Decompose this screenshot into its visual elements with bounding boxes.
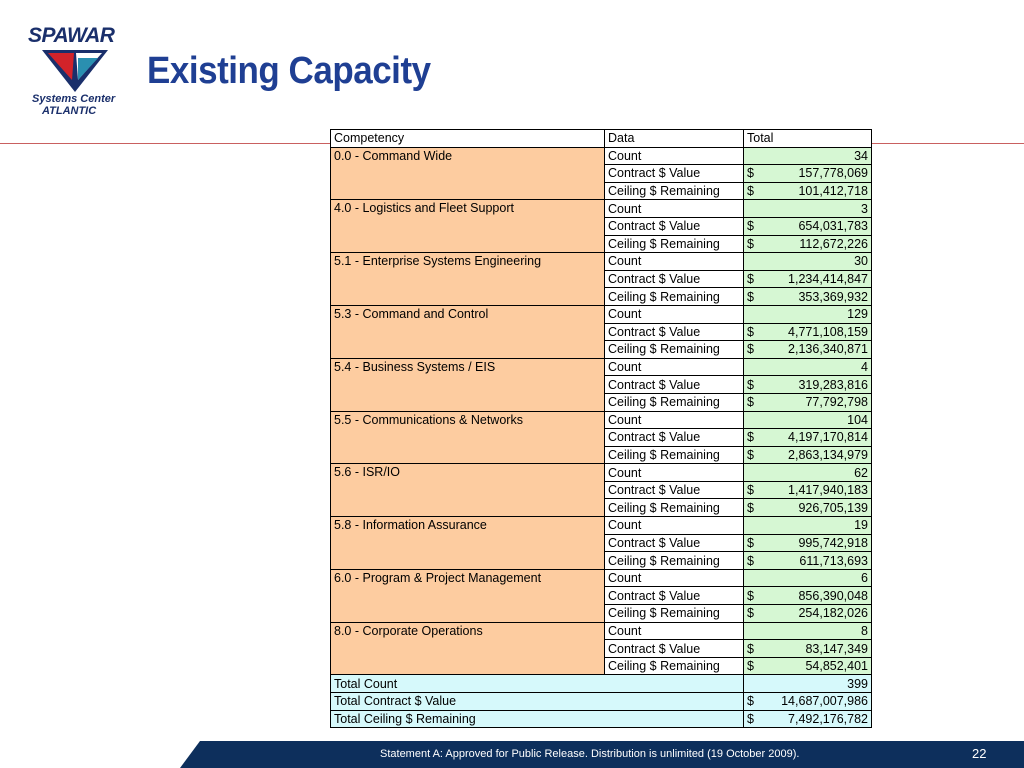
table-row [331,358,872,376]
data-label-cell: Count [605,253,744,271]
header-data: Data [605,130,744,148]
competency-cell: 5.5 - Communications & Networks [331,411,605,464]
money-value [747,341,868,357]
data-label-cell: Contract $ Value [605,165,744,183]
data-label-cell: Contract $ Value [605,429,744,447]
logo-line-1: Systems Center [32,93,116,105]
total-cell [744,341,872,359]
competency-cell: 5.4 - Business Systems / EIS [331,358,605,411]
money-value [747,183,868,199]
currency-symbol: $ [747,588,754,603]
data-label-cell: Count [605,411,744,429]
data-label-cell: Ceiling $ Remaining [605,288,744,306]
amount: 611,713,693 [799,553,868,568]
data-label-cell: Count [605,147,744,165]
total-cell [744,499,872,517]
amount: 4,197,170,814 [788,430,868,445]
currency-symbol: $ [747,219,754,234]
money-value [747,711,868,727]
amount: 654,031,783 [798,219,868,234]
amount: 83,147,349 [805,641,868,656]
total-cell [744,270,872,288]
table-row [331,569,872,587]
competency-cell: 5.6 - ISR/IO [331,464,605,517]
currency-symbol: $ [747,641,754,656]
amount: 1,234,414,847 [788,272,868,287]
total-cell: 19 [744,517,872,535]
data-label-cell: Count [605,464,744,482]
total-cell [744,393,872,411]
total-cell [744,481,872,499]
logo-line-2: ATLANTIC [42,105,97,117]
grand-total-value: 399 [744,675,872,693]
total-cell [744,429,872,447]
currency-symbol: $ [747,483,754,498]
total-cell: 129 [744,305,872,323]
money-value [747,588,868,604]
table-row [331,253,872,271]
currency-symbol: $ [747,342,754,357]
logo-wordmark: SPAWAR [28,24,115,47]
grand-total-value [744,710,872,728]
data-label-cell: Count [605,200,744,218]
amount: 926,705,139 [798,500,868,515]
total-cell: 4 [744,358,872,376]
amount: 54,852,401 [805,659,868,674]
amount: 77,792,798 [805,395,868,410]
total-cell [744,376,872,394]
grand-total-row [331,693,872,711]
money-value [747,394,868,410]
currency-symbol: $ [747,272,754,287]
amount: 1,417,940,183 [788,483,868,498]
amount: 14,687,007,986 [781,694,868,709]
money-value [747,236,868,252]
data-label-cell: Contract $ Value [605,217,744,235]
total-cell [744,165,872,183]
total-cell: 30 [744,253,872,271]
table-row [331,147,872,165]
money-value [747,658,868,674]
money-value [747,605,868,621]
money-value [747,482,868,498]
grand-total-label: Total Ceiling $ Remaining [331,710,744,728]
data-label-cell: Contract $ Value [605,376,744,394]
currency-symbol: $ [747,659,754,674]
money-value [747,271,868,287]
table-row [331,517,872,535]
data-label-cell: Ceiling $ Remaining [605,605,744,623]
spawar-logo [24,24,134,124]
money-value [747,377,868,393]
total-cell [744,182,872,200]
data-label-cell: Contract $ Value [605,640,744,658]
total-cell [744,657,872,675]
total-cell: 8 [744,622,872,640]
total-cell: 62 [744,464,872,482]
total-cell [744,605,872,623]
amount: 319,283,816 [798,377,868,392]
header-competency: Competency [331,130,605,148]
currency-symbol: $ [747,711,754,726]
total-cell: 3 [744,200,872,218]
competency-cell: 5.1 - Enterprise Systems Engineering [331,253,605,306]
money-value [747,218,868,234]
data-label-cell: Contract $ Value [605,481,744,499]
grand-total-label: Total Count [331,675,744,693]
page-title: Existing Capacity [147,50,431,92]
header-total: Total [744,130,872,148]
data-label-cell: Count [605,569,744,587]
amount: 112,672,226 [799,236,868,251]
page-number: 22 [972,746,987,761]
data-label-cell: Ceiling $ Remaining [605,182,744,200]
table-row [331,411,872,429]
grand-total-value [744,693,872,711]
amount: 995,742,918 [798,535,868,550]
currency-symbol: $ [747,553,754,568]
currency-symbol: $ [747,447,754,462]
amount: 2,863,134,979 [788,447,868,462]
currency-symbol: $ [747,289,754,304]
competency-cell: 5.3 - Command and Control [331,305,605,358]
total-cell: 6 [744,569,872,587]
amount: 353,369,932 [798,289,868,304]
capacity-table [330,129,872,728]
competency-cell: 0.0 - Command Wide [331,147,605,200]
competency-cell: 4.0 - Logistics and Fleet Support [331,200,605,253]
competency-cell: 6.0 - Program & Project Management [331,569,605,622]
grand-total-row [331,710,872,728]
data-label-cell: Ceiling $ Remaining [605,657,744,675]
data-label-cell: Count [605,358,744,376]
money-value [747,641,868,657]
currency-symbol: $ [747,694,754,709]
data-label-cell: Contract $ Value [605,587,744,605]
money-value [747,289,868,305]
money-value [747,553,868,569]
data-label-cell: Contract $ Value [605,270,744,288]
total-cell [744,323,872,341]
amount: 856,390,048 [798,588,868,603]
currency-symbol: $ [747,236,754,251]
currency-symbol: $ [747,535,754,550]
amount: 4,771,108,159 [788,324,868,339]
currency-symbol: $ [747,500,754,515]
data-label-cell: Contract $ Value [605,534,744,552]
table-row [331,305,872,323]
total-cell [744,640,872,658]
total-cell [744,217,872,235]
currency-symbol: $ [747,430,754,445]
money-value [747,324,868,340]
table-row [331,464,872,482]
money-value [747,500,868,516]
data-label-cell: Ceiling $ Remaining [605,499,744,517]
total-cell: 104 [744,411,872,429]
total-cell [744,288,872,306]
amount: 254,182,026 [798,606,868,621]
money-value [747,535,868,551]
table-row [331,200,872,218]
competency-cell: 5.8 - Information Assurance [331,517,605,570]
table-row [331,622,872,640]
total-cell: 34 [744,147,872,165]
total-cell [744,446,872,464]
data-label-cell: Ceiling $ Remaining [605,552,744,570]
grand-total-label: Total Contract $ Value [331,693,744,711]
money-value [747,447,868,463]
grand-total-row [331,675,872,693]
currency-symbol: $ [747,395,754,410]
table-header-row [331,130,872,148]
data-label-cell: Contract $ Value [605,323,744,341]
competency-cell: 8.0 - Corporate Operations [331,622,605,675]
currency-symbol: $ [747,184,754,199]
money-value [747,693,868,709]
currency-symbol: $ [747,324,754,339]
amount: 157,778,069 [798,166,868,181]
total-cell [744,235,872,253]
total-cell [744,534,872,552]
footer-statement: Statement A: Approved for Public Release. Distribution is unlimited (19 October 2009). [380,748,800,760]
data-label-cell: Ceiling $ Remaining [605,235,744,253]
amount: 7,492,176,782 [788,711,868,726]
data-label-cell: Count [605,517,744,535]
data-label-cell: Ceiling $ Remaining [605,393,744,411]
currency-symbol: $ [747,606,754,621]
logo-chevron-icon [42,50,108,92]
data-label-cell: Ceiling $ Remaining [605,341,744,359]
total-cell [744,587,872,605]
data-label-cell: Count [605,305,744,323]
currency-symbol: $ [747,166,754,181]
data-label-cell: Count [605,622,744,640]
money-value [747,429,868,445]
currency-symbol: $ [747,377,754,392]
amount: 2,136,340,871 [788,342,868,357]
money-value [747,165,868,181]
data-label-cell: Ceiling $ Remaining [605,446,744,464]
total-cell [744,552,872,570]
amount: 101,412,718 [798,184,868,199]
